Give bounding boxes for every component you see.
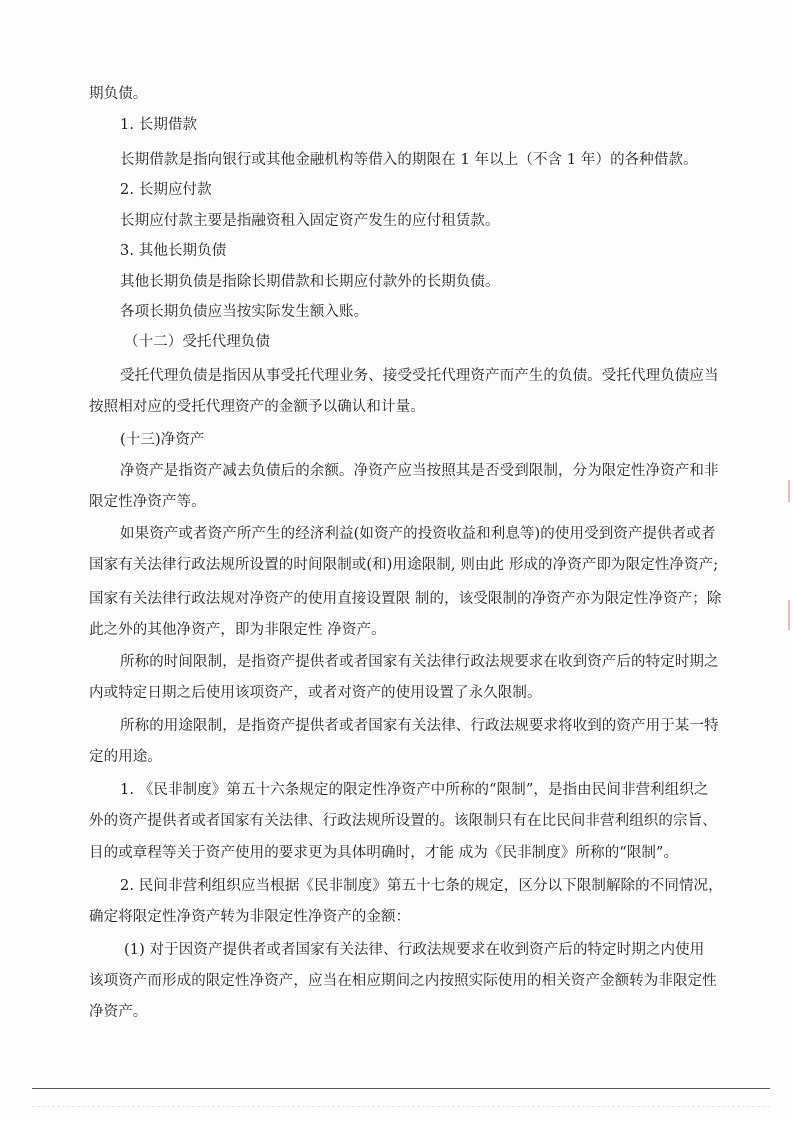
text-line: 定的用途。 — [89, 749, 162, 765]
text-line: 长期借款是指向银行或其他金融机构等借入的期限在 1 年以上（不含 1 年）的各种借款。 — [120, 152, 698, 168]
text-line: 该项资产而形成的限定性净资产，应当在相应期间之内按照实际使用的相关资产金额转为非限定性 — [89, 973, 717, 989]
text-line: 国家有关法律行政法规对净资产的使用直接设置限 制的，该受限制的净资产亦为限定性净资产；除 — [89, 591, 722, 607]
section-heading: 2. 长期应付款 — [120, 182, 212, 198]
text-line: 2. 民间非营利组织应当根据《民非制度》第五十七条的规定，区分以下限制解除的不同情况， — [120, 878, 723, 894]
text-line: 确定将限定性净资产转为非限定性净资产的金额： — [89, 909, 411, 925]
margin-mark — [788, 480, 790, 502]
section-heading: （十二）受托代理负债 — [124, 334, 270, 350]
text-line: 净资产。 — [89, 1004, 148, 1020]
text-line: 限定性净资产等。 — [89, 494, 206, 510]
text-line: 所称的用途限制，是指资产提供者或者国家有关法律、行政法规要求将收到的资产用于某一特 — [120, 718, 719, 734]
text-line: 1. 《民非制度》第五十六条规定的限定性净资产中所称的“限制”，是指由民间非营利组织之 — [120, 782, 709, 798]
text-line: 此之外的其他净资产，即为非限定性 净资产。 — [89, 622, 386, 638]
text-line: 长期应付款主要是指融资租入固定资产发生的应付租赁款。 — [120, 213, 500, 229]
text-line: 国家有关法律行政法规所设置的时间限制或(和)用途限制, 则由此 形成的净资产即为限定性净资产; — [89, 557, 719, 573]
text-line: (1) 对于因资产提供者或者国家有关法律、行政法规要求在收到资产后的特定时期之内使用 — [124, 942, 705, 958]
margin-mark — [788, 600, 790, 630]
text-line: 受托代理负债是指因从事受托代理业务、接受受托代理资产而产生的负债。受托代理负债应当 — [120, 368, 719, 384]
section-heading: 1. 长期借款 — [120, 117, 198, 133]
text-line: 各项长期负债应当按实际发生额入账。 — [120, 304, 369, 320]
text-line: 外的资产提供者或者国家有关法律、行政法规所设置的。该限制只有在比民间非营利组织的宗旨、 — [89, 813, 717, 829]
text-line: 按照相对应的受托代理资产的金额予以确认和计量。 — [89, 399, 425, 415]
text-line: 内或特定日期之后使用该项资产，或者对资产的使用设置了永久限制。 — [89, 685, 542, 701]
text-line: 期负债。 — [89, 86, 148, 102]
section-heading: 3. 其他长期负债 — [120, 243, 227, 259]
text-line: 目的或章程等关于资产使用的要求更为具体明确时，才能 成为《民非制度》所称的“限制”。 — [89, 845, 679, 861]
text-line: 其他长期负债是指除长期借款和长期应付款外的长期负债。 — [120, 274, 500, 290]
text-line: 如果资产或者资产所产生的经济利益(如资产的投资收益和利息等)的使用受到资产提供者或者 — [120, 526, 716, 542]
footer-rule — [32, 1088, 770, 1089]
text-line: 净资产是指资产减去负债后的余额。净资产应当按照其是否受到限制，分为限定性净资产和非 — [120, 463, 719, 479]
footer-dashed-line — [32, 1106, 770, 1107]
text-line: 所称的时间限制，是指资产提供者或者国家有关法律行政法规要求在收到资产后的特定时期之 — [120, 654, 719, 670]
section-heading: (十三)净资产 — [120, 432, 205, 448]
